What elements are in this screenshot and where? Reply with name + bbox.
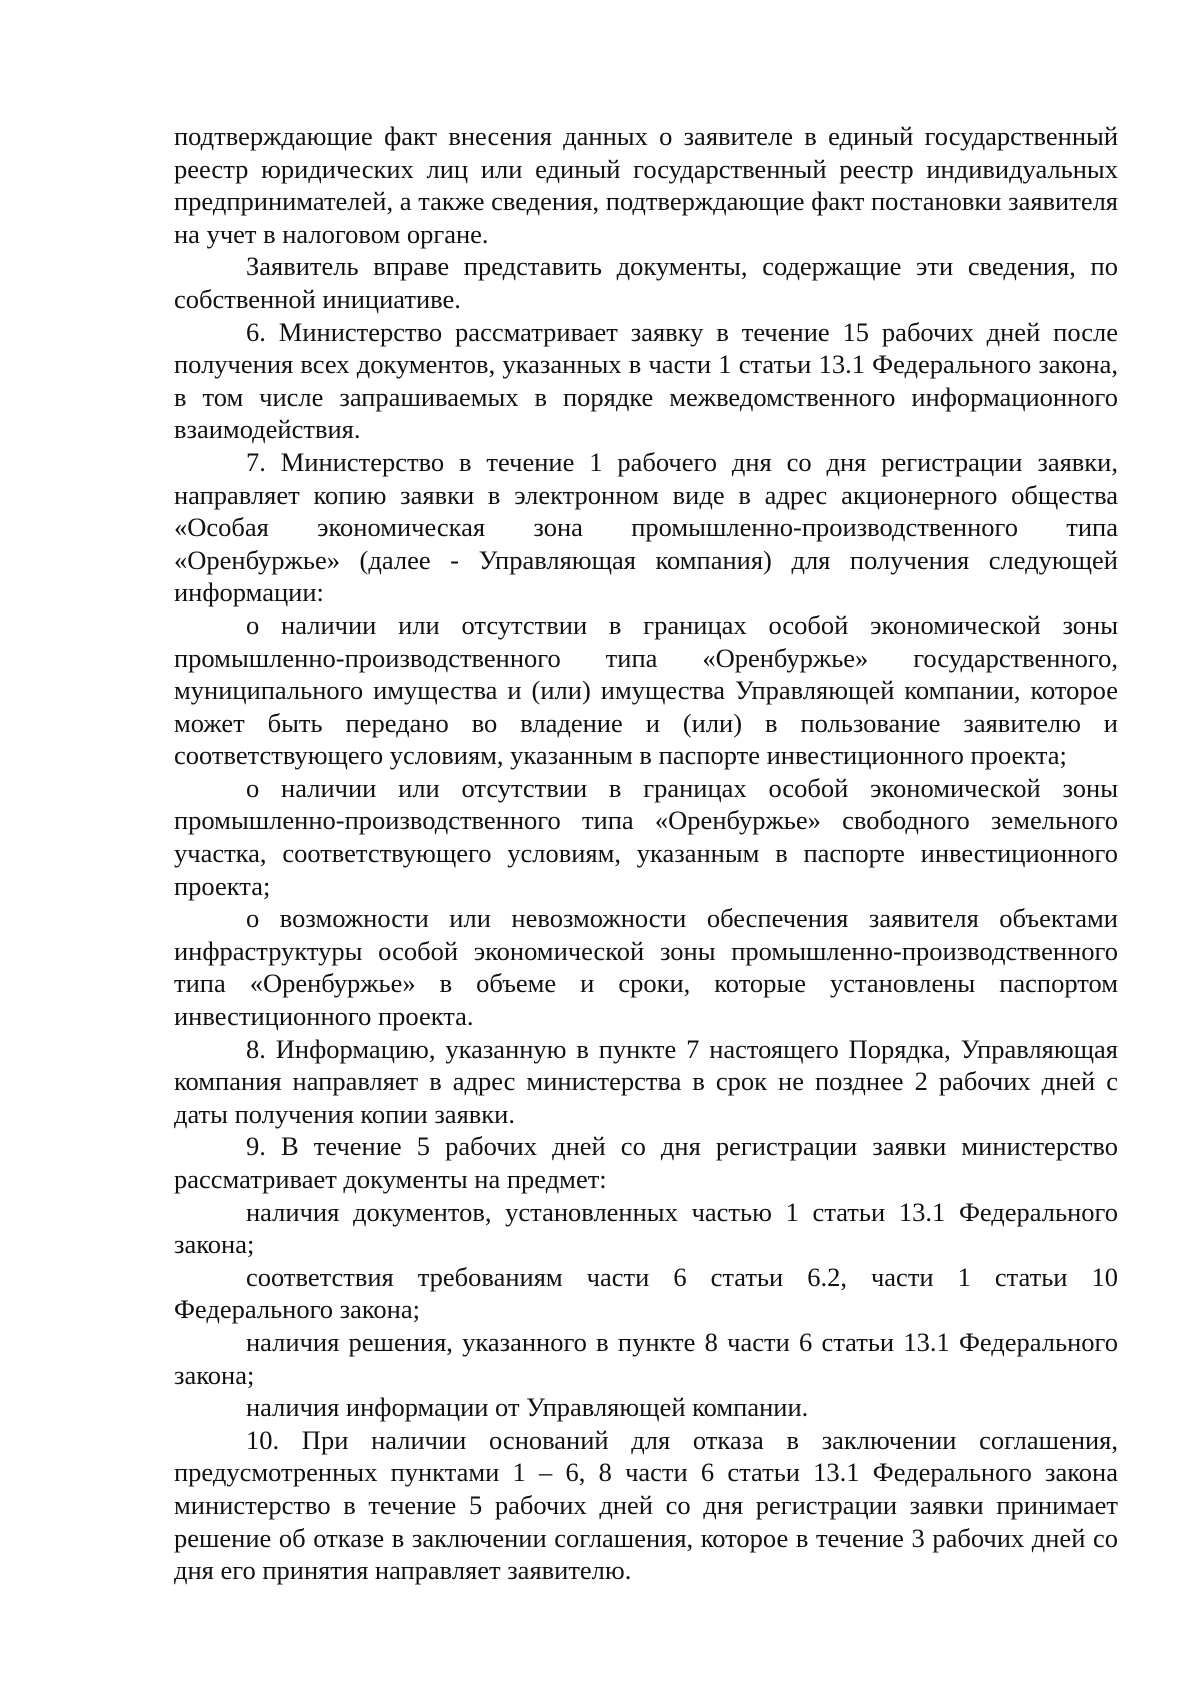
paragraph-continuation: подтверждающие факт внесения данных о заявителе в единый государственный реестр юридических лиц или единый государственный реестр индивидуальных предпринимателей, а также сведения, подтверждающие факт постановки заявителя на учет в налоговом органе. — [174, 121, 1118, 249]
paragraph-item-9-documents: наличия документов, установленных частью 1 статьи 13.1 Федерального закона; — [174, 1196, 1118, 1260]
paragraph-item-9: 9. В течение 5 рабочих дней со дня регистрации заявки министерство рассматривает документы на предмет: — [174, 1131, 1118, 1194]
paragraph-item-6: 6. Министерство рассматривает заявку в течение 15 рабочих дней после получения всех документов, указанных в части 1 статьи 13.1 Федерального закона, в том числе запрашиваемых в порядке межведомственного информационного взаимодействия. — [174, 316, 1118, 445]
paragraph-item-9-information: наличия информации от Управляющей компании. — [246, 1392, 809, 1423]
paragraph-item-9-decision: наличия решения, указанного в пункте 8 части 6 статьи 13.1 Федерального закона; — [174, 1326, 1118, 1390]
paragraph-item-10: 10. При наличии оснований для отказа в заключении соглашения, предусмотренных пунктами 1 – 6, 8 части 6 статьи 13.1 Федерального закона министерство в течение 5 рабочих дней со дня регистрации заявки принимает решение об отказе в заключении соглашения, которое в течение 3 рабочих дней со дня его принятия направляет заявителю. — [174, 1424, 1118, 1586]
paragraph-item-7-land: о наличии или отсутствии в границах особой экономической зоны промышленно-производственного типа «Оренбуржье» свободного земельного участка, соответствующего условиям, указанным в паспорте инвестиционного проекта; — [174, 772, 1118, 901]
paragraph-applicant-right: Заявитель вправе представить документы, содержащие эти сведения, по собственной инициативе. — [174, 251, 1118, 314]
paragraph-item-7-property: о наличии или отсутствии в границах особой экономической зоны промышленно-производственного типа «Оренбуржье» государственного, муниципального имущества и (или) имущества Управляющей компании, которое может быть передано во владение и (или) в пользование заявителю и соответствующего условиям, указанным в паспорте инвестиционного проекта; — [174, 609, 1118, 771]
document-body — [174, 120, 1118, 1587]
paragraph-item-7: 7. Министерство в течение 1 рабочего дня со дня регистрации заявки, направляет копию заявки в электронном виде в адрес акционерного общества «Особая экономическая зона промышленно-производственного типа «Оренбуржье» (далее - Управляющая компания) для получения следующей информации: — [174, 446, 1118, 608]
paragraph-item-7-infrastructure: о возможности или невозможности обеспечения заявителя объектами инфраструктуры особой экономической зоны промышленно-производственного типа «Оренбуржье» в объеме и сроки, которые установлены паспортом инвестиционного проекта. — [174, 903, 1118, 1032]
paragraph-item-8: 8. Информацию, указанную в пункте 7 настоящего Порядка, Управляющая компания направляет в адрес министерства в срок не позднее 2 рабочих дней с даты получения копии заявки. — [174, 1033, 1118, 1129]
paragraph-item-9-requirements: соответствия требованиям части 6 статьи 6.2, части 1 статьи 10 Федерального закона; — [174, 1261, 1118, 1325]
